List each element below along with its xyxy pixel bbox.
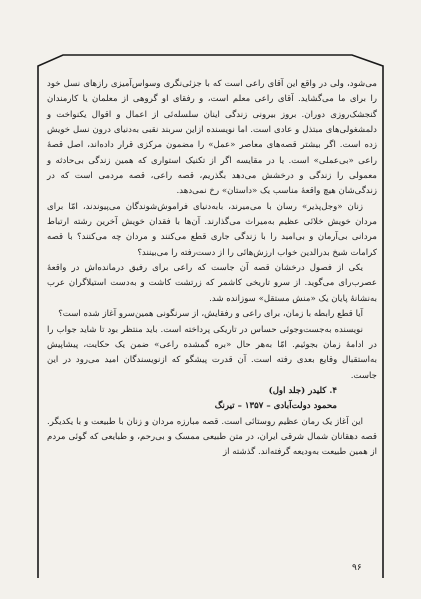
paragraph-author-search: نویسنده به‌جست‌وجوئی حساس در تاریکی پرداخته است. باید منتظر بود تا شاید جواب را در ادامهٔ زمان بجوئیم. امّا به‌هر حال «بره گمشده راعی» ضمن یک حکایت، پیشاپیش به‌استقبال وقایع بعدی رفته است. آن قدرت پیشگو که ازنویسندگان امید می‌رود در این جاست. bbox=[47, 324, 377, 381]
page-number: ۹۶ bbox=[352, 563, 362, 573]
paragraph-question: آیا قطع رابطه با زمان، برای راعی و رفقایش، از سرنگونی همین‌سرو آغاز شده است؟ bbox=[58, 309, 363, 320]
paragraph-intro: می‌شود، ولی در واقع این آقای راعی است که با جزئی‌نگری وسواس‌آمیزی رازهای نسل خود را برای ما می‌گشاید. آقای راعی معلم است، و رفقای او گروهی از معلمان یا کارمندان گنجشک‌روزی دوران. بروز بیرونی زندگی اینان سلسله‌ئی از اعمال و اقوال یکنواخت و دلمشغولی‌های مبتذل و عادی است. اما نویسنده ازاین سربند نقبی به‌دنیای درون نسل خویش زده است. اگر بیشتر قصه‌های معاصر «عمل» را مضمون مرکزی قرار داده‌اند، اصل قصهٔ راعی «بی‌عملی» است. یا در مقایسه اگر از تکنیک استواری که همین زندگی بی‌حادثه و معمولی را زندگی و درخشش می‌دهد بگذریم، قصه راعی، قصه مردمی است که در زندگی‌شان هیچ واقعهٔ مناسب یک «داستان» رخ نمی‌دهد. bbox=[47, 79, 377, 197]
section-heading-author: محمود دولت‌آبادی – ۱۳۵۷ – تیرنگ bbox=[214, 401, 337, 412]
section-heading-title: ۴. کلیدر (جلد اول) bbox=[268, 385, 337, 396]
paragraph-kelidar: این آغاز یک رمان عظیم روستائی است. قصه مبارزه مردان و زنان با طبیعت و با یکدیگر. قصه دهقانان شمال شرقی ایران، در متن طبیعی ممسک و بی‌رحم، و طبایعی که گوئی مردم از همین طبیعت به‌ودیعه گرفته‌اند. گذشته از bbox=[47, 416, 377, 458]
page-body-text bbox=[47, 77, 377, 461]
paragraph-women: زنان «وجل‌پذیر» رسان با می‌میرند، با‌به‌دنیای فراموش‌شوندگان می‌پیوندند، امّا برای مردان خویش خلائی عظیم به‌میراث می‌گذارند. آن‌ها با فقدان خویش آخرین رشته ارتباط مردانی بی‌آرمان و بی‌امید را با زندگی جاری قطع می‌کنند و مردان چه می‌کنند؟ با قصه کرامات شیخ بدرالدین خواب ارزش‌هائی را از دست‌رفته را می‌بینند؟ bbox=[47, 201, 377, 258]
paragraph-cypress: یکی از فصول درخشان قصه آن جاست که راعی برای رفیق درمانده‌اش در واقعهٔ عصرب‌رای می‌گوید. از سرو تاریخی کاشمر که زرتشت کاشت و به‌دست استیلاگران عرب به‌نشانهٔ پایان یک «منش مستقل» سوزانده شد. bbox=[47, 263, 377, 304]
